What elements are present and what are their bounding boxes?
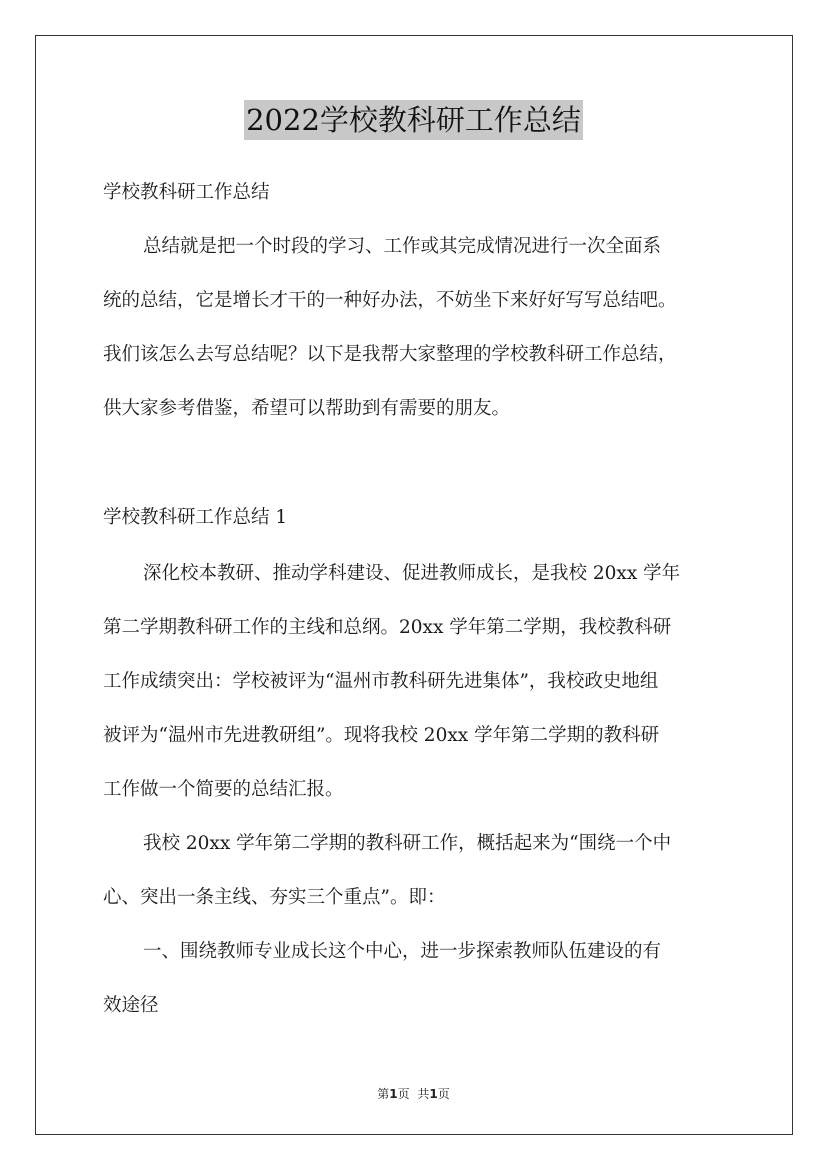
total-pages: 1 <box>429 1087 438 1101</box>
paragraph-line: 我校 20xx 学年第二学期的教科研工作，概括起来为“围绕一个中 <box>143 833 672 854</box>
paragraph-line: 深化校本教研、推动学科建设、促进教师成长，是我校 20xx 学年 <box>143 563 681 584</box>
page-number: 1 <box>389 1087 398 1101</box>
title-container <box>0 100 827 140</box>
page-suffix: 页 <box>397 1087 410 1101</box>
paragraph-line: 工作成绩突出：学校被评为“温州市教科研先进集体”，我校政史地组 <box>103 671 659 692</box>
paragraph-line: 被评为“温州市先进教研组”。现将我校 20xx 学年第二学期的教科研 <box>103 725 660 746</box>
total-suffix: 页 <box>437 1087 450 1101</box>
total-prefix: 共 <box>417 1087 430 1101</box>
intro-line: 总结就是把一个时段的学习、工作或其完成情况进行一次全面系 <box>143 236 662 257</box>
paragraph-line: 效途径 <box>103 995 159 1016</box>
paragraph-line: 第二学期教科研工作的主线和总纲。20xx 学年第二学期，我校教科研 <box>103 617 672 638</box>
paragraph-line: 心、突出一条主线、夯实三个重点”。即： <box>103 887 446 908</box>
paragraph-line: 工作做一个简要的总结汇报。 <box>103 779 344 800</box>
page-footer <box>0 1085 827 1102</box>
page-prefix: 第 <box>377 1087 390 1101</box>
intro-line: 统的总结，它是增长才干的一种好办法，不妨坐下来好好写写总结吧。 <box>103 290 677 311</box>
document-title: 2022学校教科研工作总结 <box>244 100 583 140</box>
intro-line: 我们该怎么去写总结呢？以下是我帮大家整理的学校教科研工作总结， <box>103 344 677 365</box>
intro-line: 供大家参考借鉴，希望可以帮助到有需要的朋友。 <box>103 398 511 419</box>
section-heading: 学校教科研工作总结 <box>103 182 270 203</box>
section-heading: 学校教科研工作总结 1 <box>103 507 288 528</box>
paragraph-line: 一、围绕教师专业成长这个中心，进一步探索教师队伍建设的有 <box>143 941 662 962</box>
